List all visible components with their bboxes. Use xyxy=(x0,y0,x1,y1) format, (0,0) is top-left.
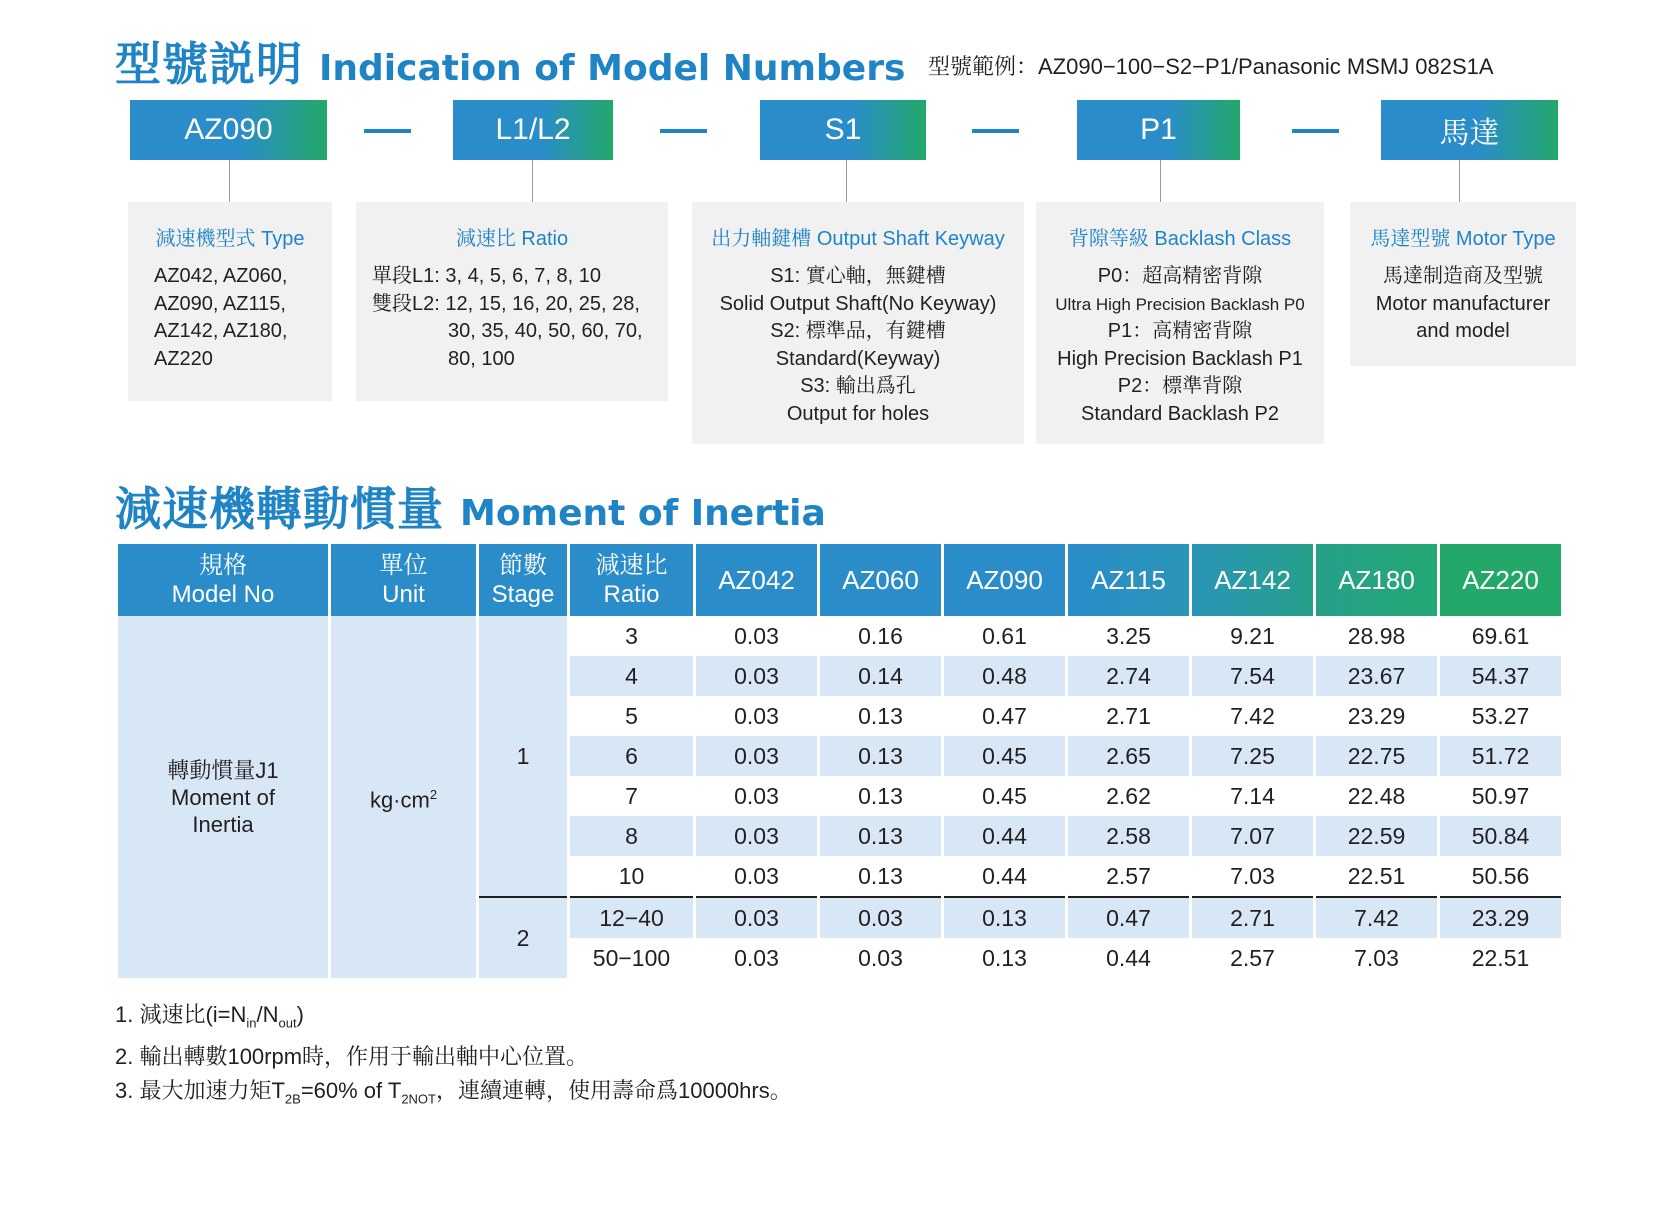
inertia-value-cell: 0.03 xyxy=(734,782,779,809)
section-title-en: Indication of Model Numbers xyxy=(319,48,906,89)
inertia-value-cell: 0.13 xyxy=(858,702,903,729)
card-keyway-title: 出力軸鍵槽 Output Shaft Keyway xyxy=(711,228,1005,250)
card-motor-line: and model xyxy=(1416,320,1510,342)
inertia-value-cell: 0.03 xyxy=(696,736,817,776)
inertia-value-cell: 7.25 xyxy=(1192,736,1313,776)
card-type-line: AZ142, AZ180, xyxy=(154,320,288,342)
dash-separator xyxy=(1292,129,1339,133)
inertia-value-cell: 2.65 xyxy=(1068,736,1189,776)
inertia-value-cell: 0.03 xyxy=(734,944,779,971)
inertia-table xyxy=(115,544,1564,978)
connector-line xyxy=(846,160,847,202)
ratio-cell: 12−40 xyxy=(570,896,693,938)
inertia-value-cell: 22.48 xyxy=(1347,782,1406,809)
connector-line xyxy=(532,160,533,202)
inertia-value-cell: 0.13 xyxy=(820,816,941,856)
header-model-no xyxy=(118,544,328,616)
header-unit-en: Unit xyxy=(382,581,425,608)
header-ratio xyxy=(570,544,693,616)
inertia-value-cell: 0.13 xyxy=(982,944,1027,971)
inertia-value-cell: 2.62 xyxy=(1106,782,1151,809)
card-keyway-line: S1: 實心軸，無鍵槽 xyxy=(770,265,946,287)
inertia-value-cell: 0.03 xyxy=(734,702,779,729)
card-type-line: AZ090, AZ115, xyxy=(154,292,286,315)
dash-separator xyxy=(364,129,411,133)
connector-line xyxy=(229,160,230,202)
card-keyway-line: Standard(Keyway) xyxy=(775,347,941,370)
header-model-az220: AZ220 xyxy=(1440,544,1561,616)
dash-separator xyxy=(660,129,707,133)
code-box-keyway: S1 xyxy=(760,100,926,160)
stage-cell: 2 xyxy=(479,896,567,978)
header-ratio-cn: 減速比 xyxy=(595,552,668,579)
card-ratio-line: 單段L1: 3, 4, 5, 6, 7, 8, 10 xyxy=(372,265,602,287)
card-type xyxy=(128,202,332,401)
inertia-value-cell: 0.03 xyxy=(734,862,779,889)
inertia-value-cell: 23.29 xyxy=(1347,702,1406,729)
card-backlash-line: P1：高精密背隙 xyxy=(1107,320,1253,342)
header-stage-en: Stage xyxy=(491,581,555,608)
inertia-value-cell: 23.29 xyxy=(1440,896,1561,938)
footnotes xyxy=(115,998,792,1117)
inertia-value-cell: 0.44 xyxy=(944,816,1065,856)
ratio-cell: 8 xyxy=(570,816,693,856)
card-keyway xyxy=(692,202,1024,444)
card-motor-title: 馬達型號 Motor Type xyxy=(1370,228,1556,250)
inertia-value-cell: 22.51 xyxy=(1347,862,1406,889)
card-type-title: 減速機型式 Type xyxy=(155,228,305,250)
inertia-value-cell: 28.98 xyxy=(1347,622,1406,649)
code-box-type: AZ090 xyxy=(130,100,327,160)
ratio-cell: 7 xyxy=(625,782,638,809)
ratio-cell: 5 xyxy=(625,702,638,729)
inertia-value-cell: 7.42 xyxy=(1230,702,1275,729)
header-model-az060: AZ060 xyxy=(820,544,941,616)
card-backlash-line: Standard Backlash P2 xyxy=(1081,402,1279,425)
inertia-value-cell: 2.74 xyxy=(1068,656,1189,696)
inertia-value-cell: 0.13 xyxy=(858,862,903,889)
table-row xyxy=(118,616,1561,656)
inertia-value-cell: 2.58 xyxy=(1068,816,1189,856)
header-unit-cn: 單位 xyxy=(379,552,428,579)
inertia-value-cell: 0.45 xyxy=(944,736,1065,776)
header-model-az180: AZ180 xyxy=(1316,544,1437,616)
inertia-value-cell: 0.03 xyxy=(734,622,779,649)
inertia-value-cell: 0.47 xyxy=(982,702,1027,729)
inertia-value-cell: 22.51 xyxy=(1471,944,1530,971)
section-title-en: Moment of Inertia xyxy=(460,493,826,534)
dash-separator xyxy=(972,129,1019,133)
row-label-moment-of-inertia xyxy=(118,616,328,978)
inertia-value-cell: 2.57 xyxy=(1230,944,1275,971)
inertia-value-cell: 2.71 xyxy=(1106,702,1151,729)
card-ratio-line: 30, 35, 40, 50, 60, 70, xyxy=(448,320,643,342)
stage-cell: 1 xyxy=(479,616,567,896)
ratio-cell: 6 xyxy=(570,736,693,776)
inertia-value-cell: 51.72 xyxy=(1440,736,1561,776)
card-ratio-title: 減速比 Ratio xyxy=(455,228,569,250)
header-model-az090: AZ090 xyxy=(944,544,1065,616)
inertia-value-cell: 0.16 xyxy=(858,622,903,649)
header-stage-cn: 節數 xyxy=(499,552,547,579)
card-keyway-line: S2: 標準品，有鍵槽 xyxy=(770,320,946,342)
section-title-cn: 減速機轉動慣量 xyxy=(115,482,444,536)
note-2: 2. 輸出轉數100rpm時，作用于輸出軸中心位置。 xyxy=(115,1044,589,1070)
row-label-line: Inertia xyxy=(192,811,254,837)
header-stage xyxy=(479,544,567,616)
unit-text: kg·cm xyxy=(369,787,430,813)
inertia-value-cell: 7.54 xyxy=(1192,656,1313,696)
inertia-value-cell: 7.03 xyxy=(1230,862,1275,889)
card-type-line: AZ042, AZ060, xyxy=(154,265,288,287)
card-backlash-line: P2：標準背隙 xyxy=(1117,375,1243,397)
card-motor-line: Motor manufacturer xyxy=(1375,292,1551,315)
inertia-value-cell: 0.03 xyxy=(858,944,903,971)
header-model-en: Model No xyxy=(171,581,275,608)
header-unit xyxy=(331,544,476,616)
row-label-line: Moment of xyxy=(171,784,275,810)
inertia-value-cell: 7.42 xyxy=(1316,896,1437,938)
inertia-value-cell: 22.59 xyxy=(1316,816,1437,856)
inertia-value-cell: 0.48 xyxy=(944,656,1065,696)
inertia-value-cell: 50.97 xyxy=(1471,782,1530,809)
inertia-value-cell: 69.61 xyxy=(1471,622,1530,649)
inertia-value-cell: 0.44 xyxy=(982,862,1027,889)
inertia-value-cell: 7.14 xyxy=(1230,782,1275,809)
card-type-line: AZ220 xyxy=(154,347,213,370)
code-box-ratio: L1/L2 xyxy=(453,100,613,160)
inertia-value-cell: 0.61 xyxy=(982,622,1027,649)
ratio-cell: 4 xyxy=(570,656,693,696)
ratio-cell: 3 xyxy=(625,622,638,649)
card-motor-line: 馬達制造商及型號 xyxy=(1383,265,1543,287)
section-title-moment-of-inertia xyxy=(115,473,826,539)
note-3: 3. 最大加速力矩$T_{2B}=60\%$ of $T_{2NOT}$，連續連轉，使用壽命爲10000hrs。 xyxy=(115,1078,792,1107)
header-model-cn: 規格 xyxy=(199,552,247,579)
row-label-line: 轉動慣量J1 xyxy=(167,757,279,783)
connector-line xyxy=(1160,160,1161,202)
table-body xyxy=(118,616,1561,978)
inertia-value-cell: 0.13 xyxy=(820,736,941,776)
inertia-value-cell: 22.75 xyxy=(1316,736,1437,776)
section-title-model-numbers xyxy=(115,28,905,94)
inertia-value-cell: 9.21 xyxy=(1230,622,1275,649)
inertia-value-cell: 0.14 xyxy=(820,656,941,696)
code-box-motor: 馬達 xyxy=(1381,100,1558,160)
inertia-value-cell: 54.37 xyxy=(1440,656,1561,696)
connector-line xyxy=(1459,160,1460,202)
inertia-value-cell: 0.03 xyxy=(696,656,817,696)
header-model-az115: AZ115 xyxy=(1068,544,1189,616)
inertia-value-cell: 0.44 xyxy=(1106,944,1151,971)
inertia-value-cell: 0.13 xyxy=(858,782,903,809)
card-backlash-line: P0：超高精密背隙 xyxy=(1097,265,1263,287)
unit-cell xyxy=(331,616,476,978)
inertia-value-cell: 23.67 xyxy=(1316,656,1437,696)
card-ratio-line: 雙段L2: 12, 15, 16, 20, 25, 28, xyxy=(372,292,640,315)
inertia-value-cell: 0.03 xyxy=(696,816,817,856)
inertia-value-cell: 50.56 xyxy=(1471,862,1530,889)
card-ratio-line: 80, 100 xyxy=(448,347,515,370)
card-backlash-title: 背隙等級 Backlash Class xyxy=(1068,228,1292,250)
header-model-az142: AZ142 xyxy=(1192,544,1313,616)
ratio-cell: 10 xyxy=(618,862,645,889)
inertia-value-cell: 2.57 xyxy=(1106,862,1151,889)
inertia-value-cell: 0.13 xyxy=(944,896,1065,938)
inertia-value-cell: 0.03 xyxy=(696,896,817,938)
card-backlash xyxy=(1036,202,1324,444)
inertia-value-cell: 0.03 xyxy=(820,896,941,938)
header-ratio-en: Ratio xyxy=(603,581,660,608)
inertia-value-cell: 0.45 xyxy=(982,782,1027,809)
inertia-value-cell: 53.27 xyxy=(1471,702,1530,729)
note-1: 1. 減速比$(i=N_{in}/N_{out})$ xyxy=(115,1002,304,1031)
inertia-value-cell: 2.71 xyxy=(1192,896,1313,938)
section-title-cn: 型號説明 xyxy=(115,37,303,91)
code-box-backlash: P1 xyxy=(1077,100,1240,160)
ratio-cell: 50−100 xyxy=(592,944,671,971)
inertia-value-cell: 3.25 xyxy=(1106,622,1151,649)
card-keyway-line: Output for holes xyxy=(786,402,930,425)
card-backlash-line: High Precision Backlash P1 xyxy=(1057,347,1303,370)
card-keyway-line: Solid Output Shaft(No Keyway) xyxy=(719,292,997,315)
inertia-value-cell: 7.07 xyxy=(1192,816,1313,856)
card-ratio xyxy=(356,202,668,401)
card-backlash-line: Ultra High Precision Backlash P0 xyxy=(1055,294,1305,314)
inertia-value-cell: 0.47 xyxy=(1068,896,1189,938)
inertia-value-cell: 50.84 xyxy=(1440,816,1561,856)
card-keyway-line: S3: 輸出爲孔 xyxy=(800,375,916,397)
table-header-row xyxy=(118,544,1561,616)
unit-superscript: 2 xyxy=(429,786,438,802)
header-model-az042: AZ042 xyxy=(696,544,817,616)
card-motor xyxy=(1350,202,1576,366)
model-example: 型號範例：AZ090−100−S2−P1/Panasonic MSMJ 082S1A xyxy=(928,54,1494,79)
inertia-value-cell: 7.03 xyxy=(1354,944,1399,971)
